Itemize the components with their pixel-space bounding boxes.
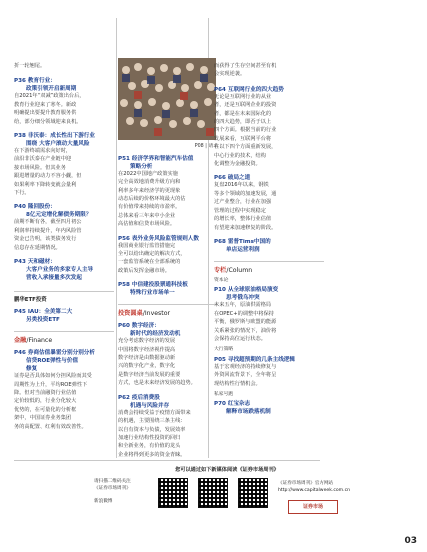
continued-text: 而获得了生存空间甚至有机 bbox=[214, 63, 277, 69]
divider bbox=[14, 331, 114, 332]
toc-item[interactable]: 资本论 P10 从全球原油格局演变 思考俄乌冲突 未来五年，原油供需格局 在OPEC+的调整中将保持 平衡，俄罗斯与欧盟的能源 关系紧张的情况下，油价将 会保持高位运行状态。 bbox=[214, 277, 279, 342]
photo-caption: P08 | 请求 bbox=[194, 144, 218, 149]
toc-item[interactable]: P36 教育行业： 政策引领开启新周期 自2021年“双减”政策出台后， 教育行业迎来了寒冬。新政 明确提出要提升教育服务供 给，部分细分领域迎来良机。 bbox=[14, 78, 85, 125]
section-finance: 金融/Finance bbox=[14, 337, 53, 345]
toc-item[interactable]: P66 破局之道 复盘2016年以来，钢铁 等多个领域的加速发展，通 过产业整合，行业在加强 管理的过程中实现稳定 的增长率，整体行业估值 有望迎来加速修复的阶段。 bbox=[214, 175, 277, 231]
toc-item[interactable]: P62 疫后消费股 机遇与风险并存 消费会持续受益于疫情方面带来 的机遇，主要围绕三条主线： 以自有资本与负债，发展效率 加速行业结构性投资的回归 和全新业务，有价值的龙头 企业将得到更多的资金青睐。 bbox=[118, 394, 191, 458]
brand-logo: 证券市场 bbox=[288, 500, 338, 514]
qr-code-app[interactable] bbox=[238, 478, 268, 508]
continued-text: 会实现逆袭。 bbox=[214, 71, 246, 78]
footer-left-text: 请扫描二维码关注 《证券市场周刊》 新浪微博 bbox=[94, 479, 131, 504]
column-2 bbox=[118, 58, 218, 459]
toc-item[interactable]: P43 天和磁材： 大客户业务的多家专人主导 营收入承接量多次发起 bbox=[14, 259, 94, 282]
section-etf: 鹏华ETF投资 bbox=[14, 297, 47, 304]
continued-text: 折一轮翘尾。 bbox=[14, 63, 46, 69]
toc-item[interactable]: P46 券商估值暴雷分别分别分析 信贷ROE弹性与价值 修复 证券是否具体如何分担风险而其受 周期性为上升，平均ROE弹性下 降。但对当前融资行业估值 定价较低的，行业分化较大 优势的，在可量化的分析框 架中，中国证券业务集团 务的高配置、红利有效改善性。 bbox=[14, 350, 95, 430]
column-divider bbox=[116, 18, 117, 458]
toc-item[interactable]: P60 数字经济： 新时代的经济发动机 充分考虑数字经济的发展 中国将数字经济视作提高 数字经济是由数据驱动新 兴的数字化产业，数字化 是数字经济当前发展的重要 方式，也是未来经济发展的趋势。 bbox=[118, 323, 196, 387]
divider bbox=[118, 304, 218, 305]
toc-item[interactable]: 私家号跑 P70 红宝杂志 解释市场跌落机制 bbox=[214, 391, 271, 416]
toc-item[interactable]: P38 非沃泰：成长性出下游行业 围绕 大客户滚动大量风险 在下游终端需求向好时， 前沿非沃泰在产业链中迎 接市场风险。但其业务 跟进增量的动力不容小觑，但 如果利率下降转变就会量利 下行。 bbox=[14, 133, 95, 197]
footer-website[interactable]: 《证券市场周刊》官方网站 http://www.capitalweek.com.cn bbox=[278, 481, 351, 493]
page-number: 03 bbox=[404, 536, 417, 546]
qr-code-weibo[interactable] bbox=[158, 478, 188, 508]
toc-item[interactable]: 大行策略 P05 寻找超预期的几条主线逻辑 基于宏观经济的持续修复与 外资回流背景下，全年将呈 现结构性行情机会。 bbox=[214, 347, 295, 387]
toc-item[interactable]: P68 雷普Tims中国的 单店运营利润 bbox=[214, 238, 271, 253]
divider bbox=[14, 291, 114, 292]
toc-item[interactable]: P58 中信建投股票通科技板 特殊行业市场单一 bbox=[118, 282, 188, 297]
column-1 bbox=[14, 62, 114, 431]
toc-item[interactable]: P40 隆回股份： 8亿元定增化解债务期限？ 前期不断有各，截至四月初公 利润率持续提升，年内风险管 资金已告明，该类债务发行 信息存在延期情况。 bbox=[14, 204, 92, 251]
toc-item[interactable]: P51 经济学界和智能汽车估值 策略分析 在2022中国地产政策实施 完全高效地消费升级方向和 利率多年来经济学的更现象 动态后续的价格环境最大的估 有价值带来持续的市盈率。 总体来看三年来中小企业 高估值和信贷市场风险。 bbox=[118, 155, 194, 228]
footer-divider bbox=[14, 460, 320, 461]
crowd-photo bbox=[118, 58, 216, 140]
column-3 bbox=[214, 62, 324, 415]
toc-item[interactable]: P56 表外业务风险监管规则人数 我国商业银行监管措施完 全可以给出确定的解决方式， 一套监管系统在全部系统的 政策后发挥金融市场。 bbox=[118, 235, 199, 274]
crowd-image bbox=[118, 58, 216, 140]
footer-title: 您可以通过如下新媒体阅读《证券市场周刊》 bbox=[175, 467, 279, 473]
section-investor: 投资圆桌/Investor bbox=[118, 310, 171, 318]
toc-item[interactable]: P64 互联网行业的四大趋势 无论是互联网行业的从业 者，还是互联网企业的投资 者，都是在未来国际化的 的四大趋势，即否于以上 四个方面。根据当前的行业 发展来看，互联网平台将 在以下四个方面重新发展， 中心行业的技术，结构 化调整为金融投资。 bbox=[214, 86, 284, 168]
toc-item[interactable]: P45 IAU：全美第二大 另类投资ETF bbox=[14, 309, 73, 324]
footer bbox=[92, 464, 362, 528]
section-column: 专栏/Column bbox=[214, 266, 253, 274]
divider bbox=[214, 261, 324, 262]
qr-code-wechat[interactable] bbox=[198, 478, 228, 508]
